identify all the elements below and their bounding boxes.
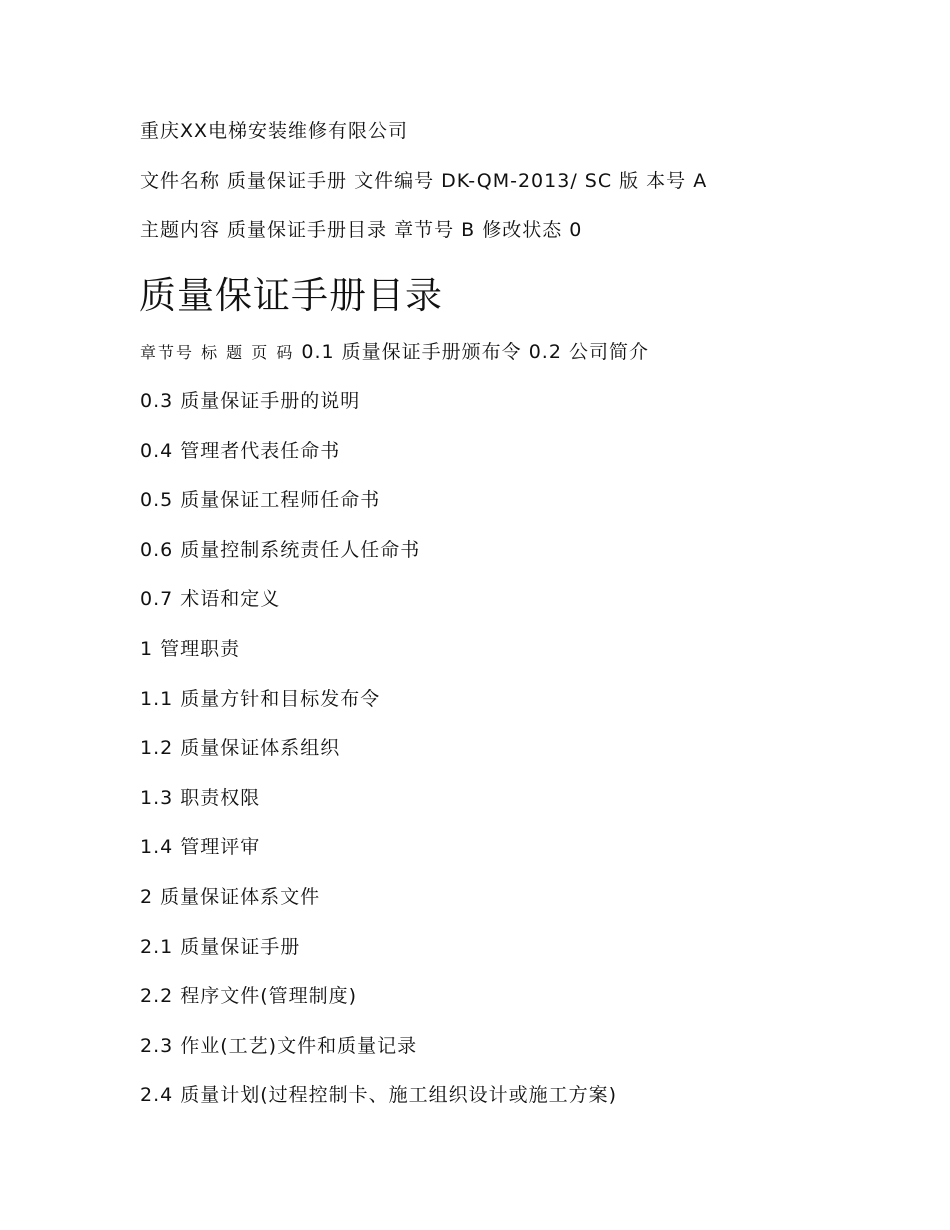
subject-info-line: 主题内容 质量保证手册目录 章节号 B 修改状态 0 [140, 219, 583, 241]
toc-entry: 1.4 管理评审 [140, 836, 261, 858]
toc-entry: 2.4 质量计划(过程控制卡、施工组织设计或施工方案) [140, 1084, 618, 1106]
toc-header-entries: 0.1 质量保证手册颁布令 0.2 公司简介 [301, 341, 649, 363]
toc-entry: 0.6 质量控制系统责任人任命书 [140, 539, 421, 561]
company-name: 重庆XX电梯安装维修有限公司 [140, 120, 409, 142]
toc-entry: 0.4 管理者代表任命书 [140, 440, 341, 462]
toc-entry: 2.2 程序文件(管理制度) [140, 985, 358, 1007]
toc-title: 质量保证手册目录 [139, 274, 443, 317]
toc-entry: 1.2 质量保证体系组织 [140, 737, 341, 759]
toc-header-line [140, 340, 649, 365]
toc-entry: 2.3 作业(工艺)文件和质量记录 [140, 1035, 418, 1057]
toc-entry: 1 管理职责 [140, 638, 241, 660]
toc-entry: 2 质量保证体系文件 [140, 886, 321, 908]
toc-entry: 1.1 质量方针和目标发布令 [140, 688, 381, 710]
toc-entry: 2.1 质量保证手册 [140, 936, 301, 958]
toc-entry: 0.5 质量保证工程师任命书 [140, 489, 381, 511]
toc-entry: 0.3 质量保证手册的说明 [140, 390, 361, 412]
file-info-line: 文件名称 质量保证手册 文件编号 DK-QM-2013/ SC 版 本号 A [140, 170, 708, 192]
toc-entry: 1.3 职责权限 [140, 787, 261, 809]
toc-column-labels: 章节号 标 题 页 码 [140, 343, 295, 362]
toc-entry: 0.7 术语和定义 [140, 588, 281, 610]
